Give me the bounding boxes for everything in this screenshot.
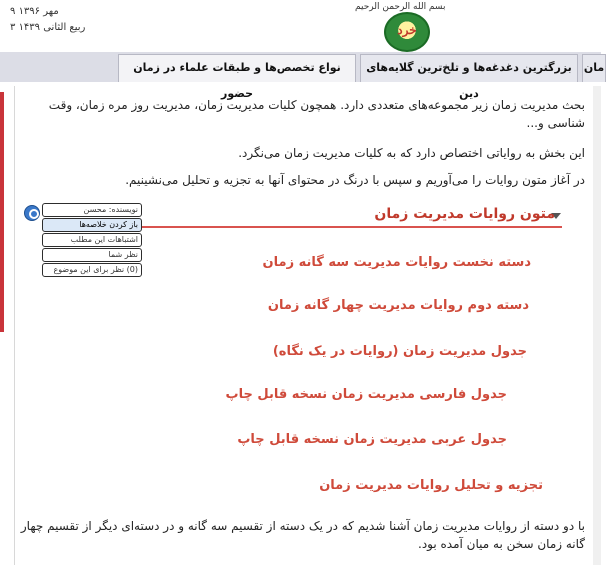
- tab-bar: [0, 52, 605, 100]
- tab-concerns[interactable]: بزرگترین دغدغه‌ها و تلخ‌ترین گلایه‌های دین: [360, 54, 578, 82]
- panel-open-summaries[interactable]: باز کردن خلاصه‌ها: [42, 218, 142, 232]
- section-paragraph: این بخش به روایاتی اختصاص دارد که به کلیات مدیریت زمان می‌نگرد.: [238, 146, 585, 160]
- panel-your-comment[interactable]: نظر شما: [42, 248, 142, 262]
- method-paragraph: در آغاز متون روایات را می‌آوریم و سپس با درنگ در محتوای آنها به تجزیه و تحلیل می‌نشینیم.: [125, 173, 585, 187]
- tools-icon[interactable]: [24, 205, 40, 221]
- intro-paragraph: بحث مدیریت زمان زیر مجموعه‌های متعددی دارد. همچون کلیات مدیریت زمان، مدیریت روز مره زمان، وقت شناسی و...: [48, 98, 585, 130]
- link-analysis[interactable]: تجزیه و تحلیل روایات مدیریت زمان: [319, 478, 543, 493]
- date-qamari: ۳ ربیع الثانی ۱۴۳۹: [10, 22, 86, 33]
- section-heading[interactable]: متون روایات مدیریت زمان: [374, 206, 555, 222]
- panel-report-errors[interactable]: اشتباهات این مطلب: [42, 233, 142, 247]
- link-group-four[interactable]: دسته دوم روایات مدیریت چهار گانه زمان: [267, 298, 529, 313]
- tab-time[interactable]: مان: [582, 54, 606, 82]
- bismillah-text: بسم الله الرحمن الرحیم: [355, 2, 446, 12]
- scrollbar[interactable]: [593, 86, 601, 565]
- link-table-overview[interactable]: جدول مدیریت زمان (روایات در یک نگاه): [272, 344, 527, 359]
- tab-specialties[interactable]: نواع تخصص‌ها و طبقات علماء در زمان حضور: [118, 54, 356, 82]
- panel-comment-count[interactable]: (0) نظر برای این موضوع: [42, 263, 142, 277]
- left-accent-bar: [0, 92, 4, 332]
- date-shamsi: ۹ مهر ۱۳۹۶: [10, 6, 59, 17]
- link-group-three[interactable]: دسته نخست روایات مدیریت سه گانه زمان: [262, 255, 531, 270]
- closing-paragraph: با دو دسته از روایات مدیریت زمان آشنا شدیم که در یک دسته از تقسیم سه گانه و در دسته‌ای دیگر از تقسیم چهار گانه زمان سخن به میان آمده بود.: [20, 519, 585, 551]
- link-table-persian-print[interactable]: جدول فارسی مدیریت زمان نسخه قابل چاپ: [225, 387, 507, 402]
- tool-panel: [42, 203, 142, 278]
- logo-text: خرد: [397, 23, 417, 37]
- page-header: [0, 0, 601, 52]
- link-table-arabic-print[interactable]: جدول عربی مدیریت زمان نسخه قابل چاپ: [237, 432, 507, 447]
- panel-author[interactable]: نویسنده: محسن: [42, 203, 142, 217]
- site-logo[interactable]: [384, 12, 430, 52]
